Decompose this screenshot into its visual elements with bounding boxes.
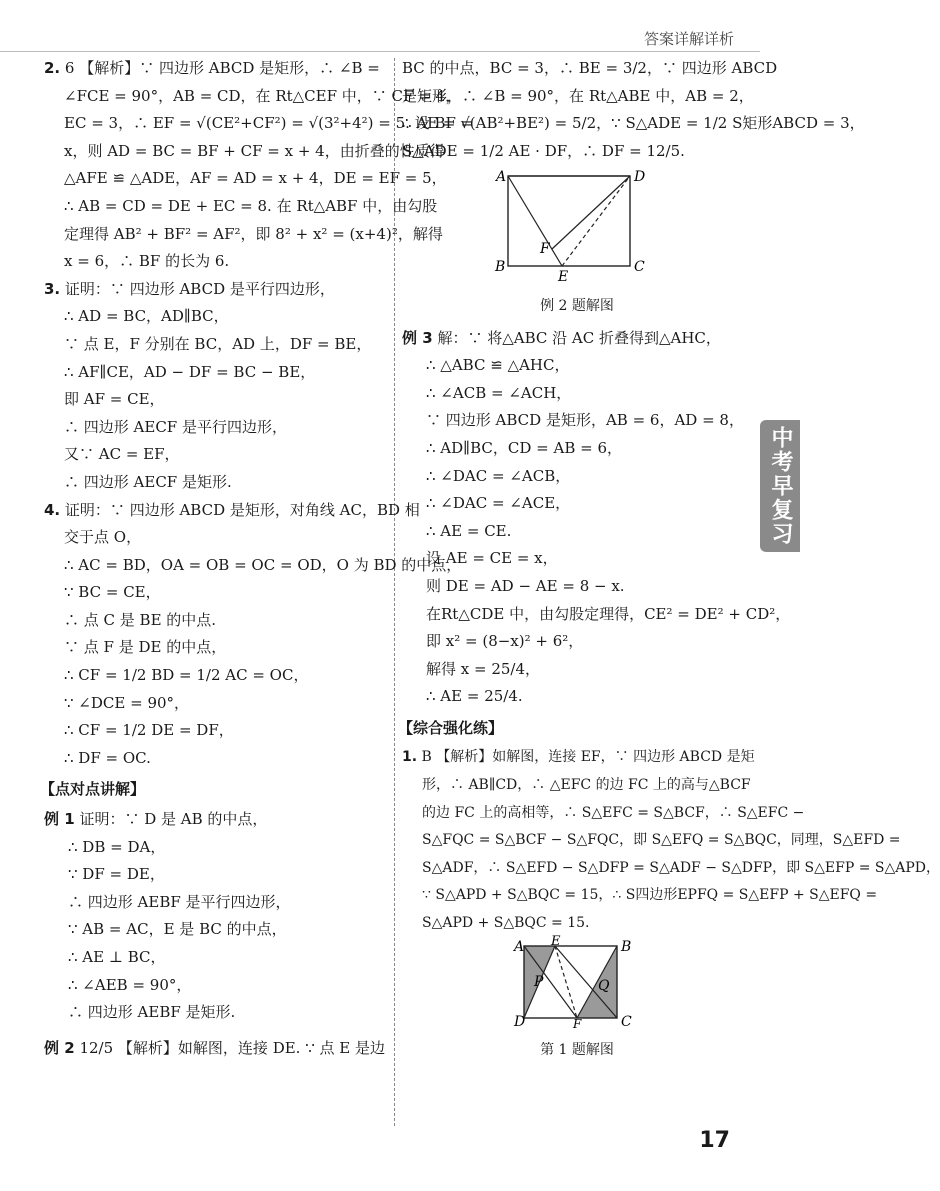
- figure-example-2: [402, 171, 752, 320]
- q4-number: 4.: [44, 500, 61, 519]
- figure-practice-1: [402, 933, 752, 1065]
- c1-line: S△FQC = S△BCF − S△FQC，即 S△EFQ = S△BQC，同理，S△EFD =: [422, 832, 901, 849]
- ex3-line: 设 AE = CE = x，: [426, 549, 558, 568]
- fig1-label: A: [514, 938, 525, 955]
- ex3-label: 例 3: [402, 328, 433, 347]
- q4-line: ∵ BC = CE，: [64, 583, 161, 602]
- ex3-line: ∴ ∠DAC = ∠ACE，: [426, 494, 571, 513]
- ex3-line: ∴ ∠ACB = ∠ACH，: [426, 383, 572, 402]
- ex2-line: 是矩形，∴ ∠B = 90°，在 Rt△ABE 中，AB = 2，: [402, 86, 754, 105]
- fig1-label: Q: [598, 977, 610, 994]
- ex3-line: 则 DE = AD − AE = 8 − x.: [426, 576, 625, 595]
- fig2-caption: 例 2 题解图: [540, 297, 614, 314]
- ex1-line: ∴ 四边形 AEBF 是平行四边形，: [68, 892, 291, 911]
- q4-line: ∴ DF = OC.: [64, 748, 151, 767]
- c1-line: B 【解析】如解图，连接 EF，∵ 四边形 ABCD 是矩: [421, 749, 755, 766]
- section-heading-explanation: 【点对点讲解】: [40, 780, 146, 799]
- ex3-line: 解：∵ 将△ABC 沿 AC 折叠得到△AHC，: [437, 328, 721, 347]
- ex2-line: S△ADE = 1/2 AE · DF，∴ DF = 12/5.: [402, 141, 685, 160]
- example-2-continued: [402, 55, 865, 165]
- fig2-label: D: [634, 169, 646, 186]
- q3-line: ∴ 四边形 AECF 是矩形.: [64, 472, 232, 491]
- fig1-label: B: [621, 938, 632, 955]
- ex1-line: ∴ 四边形 AEBF 是矩形.: [68, 1003, 236, 1022]
- q3-line: ∴ 四边形 AECF 是平行四边形，: [64, 417, 287, 436]
- q4-line: ∵ 点 F 是 DE 的中点，: [64, 638, 227, 657]
- q4-line: ∵ ∠DCE = 90°，: [64, 693, 190, 712]
- q4-line: 交于点 O，: [64, 528, 142, 547]
- ex3-line: ∴ AD∥BC，CD = AB = 6，: [426, 438, 622, 457]
- ex1-line: ∴ AE ⊥ BC，: [68, 948, 166, 966]
- ex3-line: 在Rt△CDE 中，由勾股定理得，CE² = DE² + CD²，: [426, 604, 791, 623]
- q2-line: ∠FCE = 90°，AB = CD，在 Rt△CEF 中，∵ CF = 4，: [64, 86, 461, 105]
- c1-line: S△APD + S△BQC = 15.: [422, 915, 590, 932]
- fig2-label: E: [558, 269, 569, 286]
- q2-line: 定理得 AB² + BF² = AF²，即 8² + x² = (x+4)²，解得: [64, 224, 443, 243]
- ex3-line: 即 x² = (8−x)² + 6²，: [426, 632, 584, 651]
- page-number: 17: [699, 1128, 730, 1153]
- rectangle-diagram: [402, 169, 752, 286]
- ex2-line: ∴ AE = √(AB²+BE²) = 5/2，∵ S△ADE = 1/2 S矩形ABCD = 3，: [402, 114, 865, 133]
- q3-line: ∴ AF∥CE，AD − DF = BC − BE，: [64, 362, 316, 381]
- ex2-line: 【解析】如解图，连接 DE. ∵ 点 E 是边: [117, 1038, 386, 1057]
- c1-line: ∵ S△APD + S△BQC = 15，∴ S四边形EPFQ = S△EFP + S△EFQ =: [422, 887, 878, 904]
- fig1-label: P: [534, 973, 544, 990]
- q4-line: 证明：∵ 四边形 ABCD 是矩形，对角线 AC，BD 相: [64, 500, 420, 519]
- fig1-label: D: [514, 1013, 526, 1030]
- ex2-label: 例 2: [44, 1038, 75, 1057]
- q4-line: ∴ CF = 1/2 BD = 1/2 AC = OC，: [64, 666, 309, 685]
- header-title: 答案详解详析: [643, 30, 734, 48]
- ex3-line: ∴ △ABC ≌ △AHC，: [426, 356, 570, 375]
- example-2-start: [44, 1035, 389, 1063]
- q2-number: 2.: [44, 59, 61, 77]
- question-2: [44, 55, 474, 276]
- section-heading-practice: 【综合强化练】: [398, 718, 504, 737]
- fig1-label: F: [573, 1016, 582, 1031]
- c1-number: 1.: [402, 749, 418, 766]
- q2-line: ∴ AB = CD = DE + EC = 8. 在 Rt△ABF 中，由勾股: [64, 196, 438, 215]
- ex3-line: 解得 x = 25/4，: [426, 659, 541, 678]
- question-3: [44, 276, 389, 497]
- c1-line: S△ADF，∴ S△EFD − S△DFP = S△ADF − S△DFP，即 S△EFP = S△APD，: [422, 859, 940, 876]
- ex1-line: ∵ AB = AC，E 是 BC 的中点，: [68, 920, 287, 939]
- chapter-side-tab: 中考早复习: [760, 420, 800, 552]
- q2-line: EC = 3，∴ EF = √(CE²+CF²) = √(3²+4²) = 5. 设 BF =: [64, 114, 474, 133]
- fig1-label: E: [551, 933, 561, 949]
- ex2-answer: 12/5: [79, 1038, 114, 1057]
- ex1-label: 例 1: [44, 810, 75, 829]
- example-1: [44, 806, 389, 1027]
- ex1-line: 证明：∵ D 是 AB 的中点，: [79, 810, 268, 829]
- fig2-label: F: [540, 241, 550, 258]
- fig1-label: C: [621, 1013, 632, 1030]
- fig2-label: A: [496, 169, 507, 186]
- q4-line: ∴ CF = 1/2 DE = DF，: [64, 721, 234, 740]
- q3-line: ∵ 点 E，F 分别在 BC，AD 上，DF = BE，: [64, 334, 372, 353]
- q4-line: ∴ AC = BD，OA = OB = OC = OD，O 为 BD 的中点，: [64, 555, 462, 574]
- ex1-line: ∴ ∠AEB = 90°，: [68, 975, 192, 994]
- ex3-line: ∴ AE = CE.: [426, 521, 512, 540]
- ex3-line: ∴ ∠DAC = ∠ACB，: [426, 466, 571, 485]
- q3-line: 证明：∵ 四边形 ABCD 是平行四边形，: [64, 279, 335, 298]
- q2-line: △AFE ≌ △ADE，AF = AD = x + 4，DE = EF = 5，: [64, 169, 447, 188]
- q3-line: 即 AF = CE，: [64, 390, 165, 409]
- fig2-label: C: [634, 259, 645, 276]
- ex2-line: BC 的中点，BC = 3，∴ BE = 3/2，∵ 四边形 ABCD: [402, 59, 778, 77]
- c1-line: 形，∴ AB∥CD，∴ △EFC 的边 FC 上的高与△BCF: [422, 777, 751, 794]
- practice-1: [402, 744, 940, 937]
- header-rule: [0, 51, 760, 52]
- c1-line: 的边 FC 上的高相等，∴ S△EFC = S△BCF，∴ S△EFC −: [422, 804, 805, 821]
- q4-line: ∴ 点 C 是 BE 的中点.: [64, 610, 217, 629]
- q3-line: ∴ AD = BC，AD∥BC，: [64, 307, 229, 326]
- q2-line: 6 【解析】∵ 四边形 ABCD 是矩形，∴ ∠B =: [64, 59, 380, 77]
- q3-number: 3.: [44, 279, 61, 298]
- ex1-line: ∴ DB = DA，: [68, 837, 166, 856]
- q2-line: x，则 AD = BC = BF + CF = x + 4，由折叠的性质得: [64, 141, 445, 160]
- fig1-caption: 第 1 题解图: [540, 1042, 614, 1059]
- fig2-label: B: [495, 259, 506, 276]
- ex3-line: ∵ 四边形 ABCD 是矩形，AB = 6，AD = 8，: [426, 411, 744, 430]
- ex3-line: ∴ AE = 25/4.: [426, 687, 523, 706]
- q3-line: 又∵ AC = EF，: [64, 445, 180, 464]
- rectangle-shaded-diagram: [402, 933, 752, 1031]
- q2-line: x = 6，∴ BF 的长为 6.: [64, 252, 230, 271]
- ex1-line: ∵ DF = DE，: [68, 865, 165, 884]
